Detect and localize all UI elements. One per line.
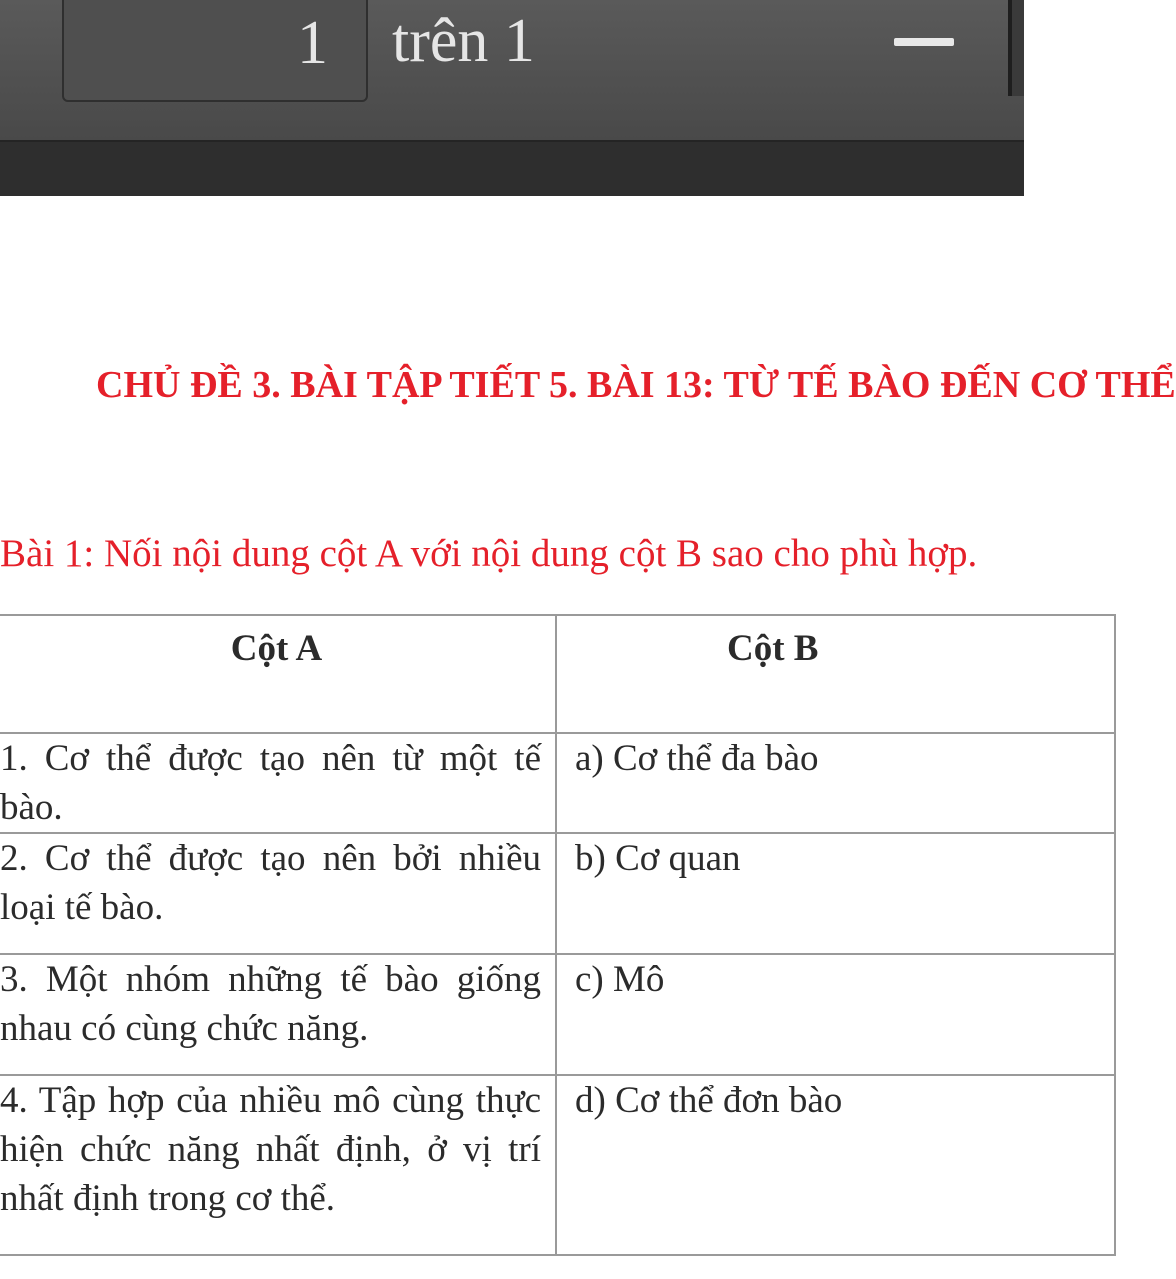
zoom-out-icon[interactable]: [894, 38, 954, 46]
exercise-instruction: Bài 1: Nối nội dung cột A với nội dung cột B sao cho phù hợp.: [0, 532, 978, 575]
table-row: [0, 833, 1115, 954]
column-b-cell: d) Cơ thể đơn bào: [556, 1075, 1115, 1255]
column-a-cell: 1. Cơ thể được tạo nên từ một tế bào.: [0, 733, 556, 833]
toolbar-lower-strip: [0, 140, 1024, 198]
column-a-cell: 4. Tập hợp của nhiều mô cùng thực hiện chức năng nhất định, ở vị trí nhất định trong cơ thể.: [0, 1075, 556, 1255]
table-row: [0, 1075, 1115, 1255]
column-b-cell: a) Cơ thể đa bào: [556, 733, 1115, 833]
table-row: [0, 954, 1115, 1075]
table-row: [0, 733, 1115, 833]
page-total-label: trên 1: [392, 7, 535, 75]
column-b-header: Cột B: [556, 615, 1115, 733]
current-page-value: 1: [297, 9, 328, 77]
column-a-cell: 3. Một nhóm những tế bào giống nhau có cùng chức năng.: [0, 954, 556, 1075]
column-a-header: Cột A: [0, 615, 556, 733]
column-b-cell: c) Mô: [556, 954, 1115, 1075]
toolbar-divider: [1008, 0, 1024, 96]
column-a-cell: 2. Cơ thể được tạo nên bởi nhiều loại tế bào.: [0, 833, 556, 954]
column-b-cell: b) Cơ quan: [556, 833, 1115, 954]
viewer-toolbar: [0, 0, 1024, 140]
page-number-input[interactable]: [62, 0, 368, 102]
matching-table: [0, 614, 1116, 1256]
document-page: [0, 196, 1176, 1279]
document-title: CHỦ ĐỀ 3. BÀI TẬP TIẾT 5. BÀI 13: TỪ TẾ BÀO ĐẾN CƠ THỂ: [96, 364, 1176, 406]
